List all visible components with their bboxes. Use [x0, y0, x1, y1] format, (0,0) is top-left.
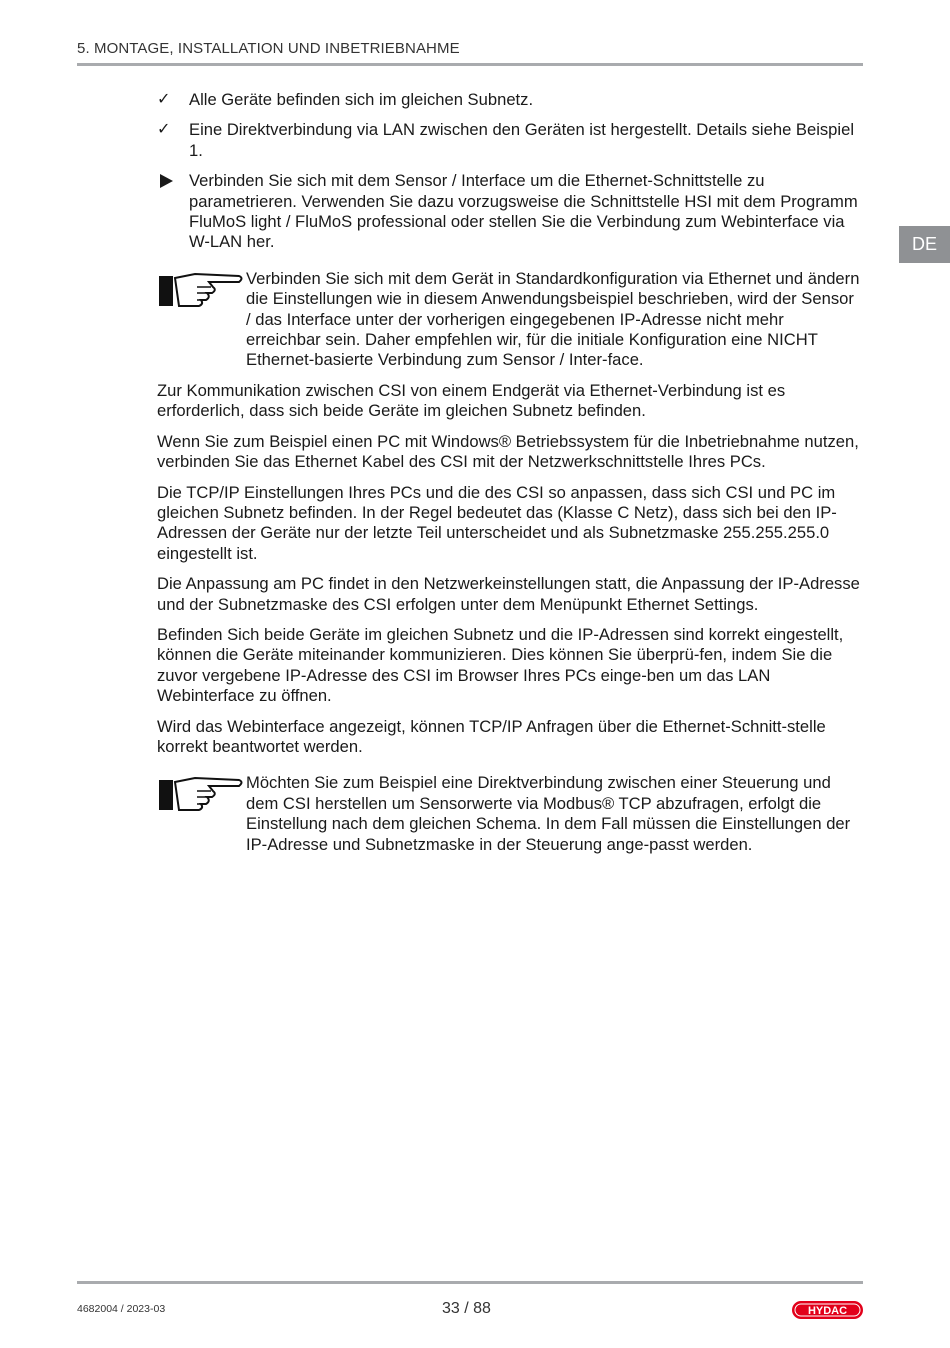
- note-block: [157, 269, 863, 371]
- pointing-hand-icon: [157, 773, 245, 813]
- note-text: Verbinden Sie sich mit dem Gerät in Standardkonfiguration via Ethernet und ändern die Einstellungen wie in diesem Anwendungsbeispiel beschrieben, wird der Sensor / das Interface unter der vorherigen eingegebenen IP-Adresse nicht mehr erreichbar sein. Daher empfehlen wir, für die initiale Konfiguration eine NICHT Ethernet-basierte Verbindung zum Sensor / Inter-face.: [246, 268, 860, 370]
- note-text: Möchten Sie zum Beispiel eine Direktverbindung zwischen einer Steuerung und dem CSI herstellen um Sensorwerte via Modbus® TCP abzufragen, erfolgt die Einstellung nach dem gleichen Schema. In dem Fall müssen die Einstellungen der IP-Adresse und Subnetzmaske in der Steuerung ange-passt werden.: [246, 773, 851, 854]
- paragraph: Befinden Sich beide Geräte im gleichen Subnetz und die IP-Adressen sind korrekt eingestellt, können die Geräte miteinander kommunizieren. Dies können Sie überprü-fen, indem Sie die zuvor vergebene IP-Adresse des CSI im Browser Ihres PCs einge-ben um das LAN Webinterface zu öffnen.: [157, 624, 844, 706]
- header-title: 5. MONTAGE, INSTALLATION UND INBETRIEBNAHME: [77, 40, 460, 57]
- checkmark-icon: ✓: [157, 91, 171, 108]
- action-item: [157, 171, 863, 253]
- language-tab[interactable]: DE: [899, 226, 950, 263]
- checkmark-icon: ✓: [157, 121, 171, 139]
- paragraph: Wenn Sie zum Beispiel einen PC mit Windows® Betriebssystem für die Inbetriebnahme nutzen, verbinden Sie das Ethernet Kabel des CSI mit der Netzwerkschnittstelle Ihres PCs.: [157, 431, 859, 472]
- arrow-right-icon: [160, 174, 173, 188]
- checklist-text: Eine Direktverbindung via LAN zwischen den Geräten ist hergestellt. Details siehe Beispiel 1.: [189, 120, 855, 160]
- note-block: [157, 773, 863, 855]
- checklist-text: Alle Geräte befinden sich im gleichen Subnetz.: [189, 90, 534, 109]
- logo-text: HYDAC: [807, 1305, 848, 1317]
- hydac-logo: [792, 1301, 863, 1319]
- action-text: Verbinden Sie sich mit dem Sensor / Interface um die Ethernet-Schnittstelle zu parametrieren. Verwenden Sie dazu vorzugsweise die Schnittstelle HSI mit dem Programm FluMoS light / FluMoS professional oder stellen Sie die Verbindung zum Webinterface via W-LAN her.: [189, 171, 858, 252]
- footer-divider: [77, 1281, 863, 1284]
- pointing-hand-icon: [157, 269, 245, 309]
- paragraph: Die Anpassung am PC findet in den Netzwerkeinstellungen statt, die Anpassung der IP-Adresse und der Subnetzmaske des CSI erfolgen unter dem Menüpunkt Ethernet Settings.: [157, 574, 860, 614]
- checklist-item: [157, 90, 863, 110]
- paragraph: Wird das Webinterface angezeigt, können TCP/IP Anfragen über die Ethernet-Schnitt-stelle korrekt beantwortet werden.: [157, 716, 826, 756]
- paragraph: Die TCP/IP Einstellungen Ihres PCs und die des CSI so anpassen, dass sich CSI und PC im gleichen Subnetz befinden. In der Regel bedeutet das (Klasse C Netz), dass sich bei den IP-Adressen der Geräte nur der letzte Teil unterscheidet und als Subnetzmaske 255.255.255.0 eingestellt ist.: [157, 482, 837, 563]
- paragraph: Zur Kommunikation zwischen CSI von einem Endgerät via Ethernet-Verbindung ist es erforderlich, dass sich beide Geräte im gleichen Subnetz befinden.: [157, 380, 786, 421]
- page-number: 33 / 88: [442, 1300, 491, 1317]
- document-id: 4682004 / 2023-03: [77, 1303, 166, 1315]
- main-content: [157, 90, 863, 865]
- checklist-item: [157, 120, 863, 161]
- header-divider: [77, 63, 863, 66]
